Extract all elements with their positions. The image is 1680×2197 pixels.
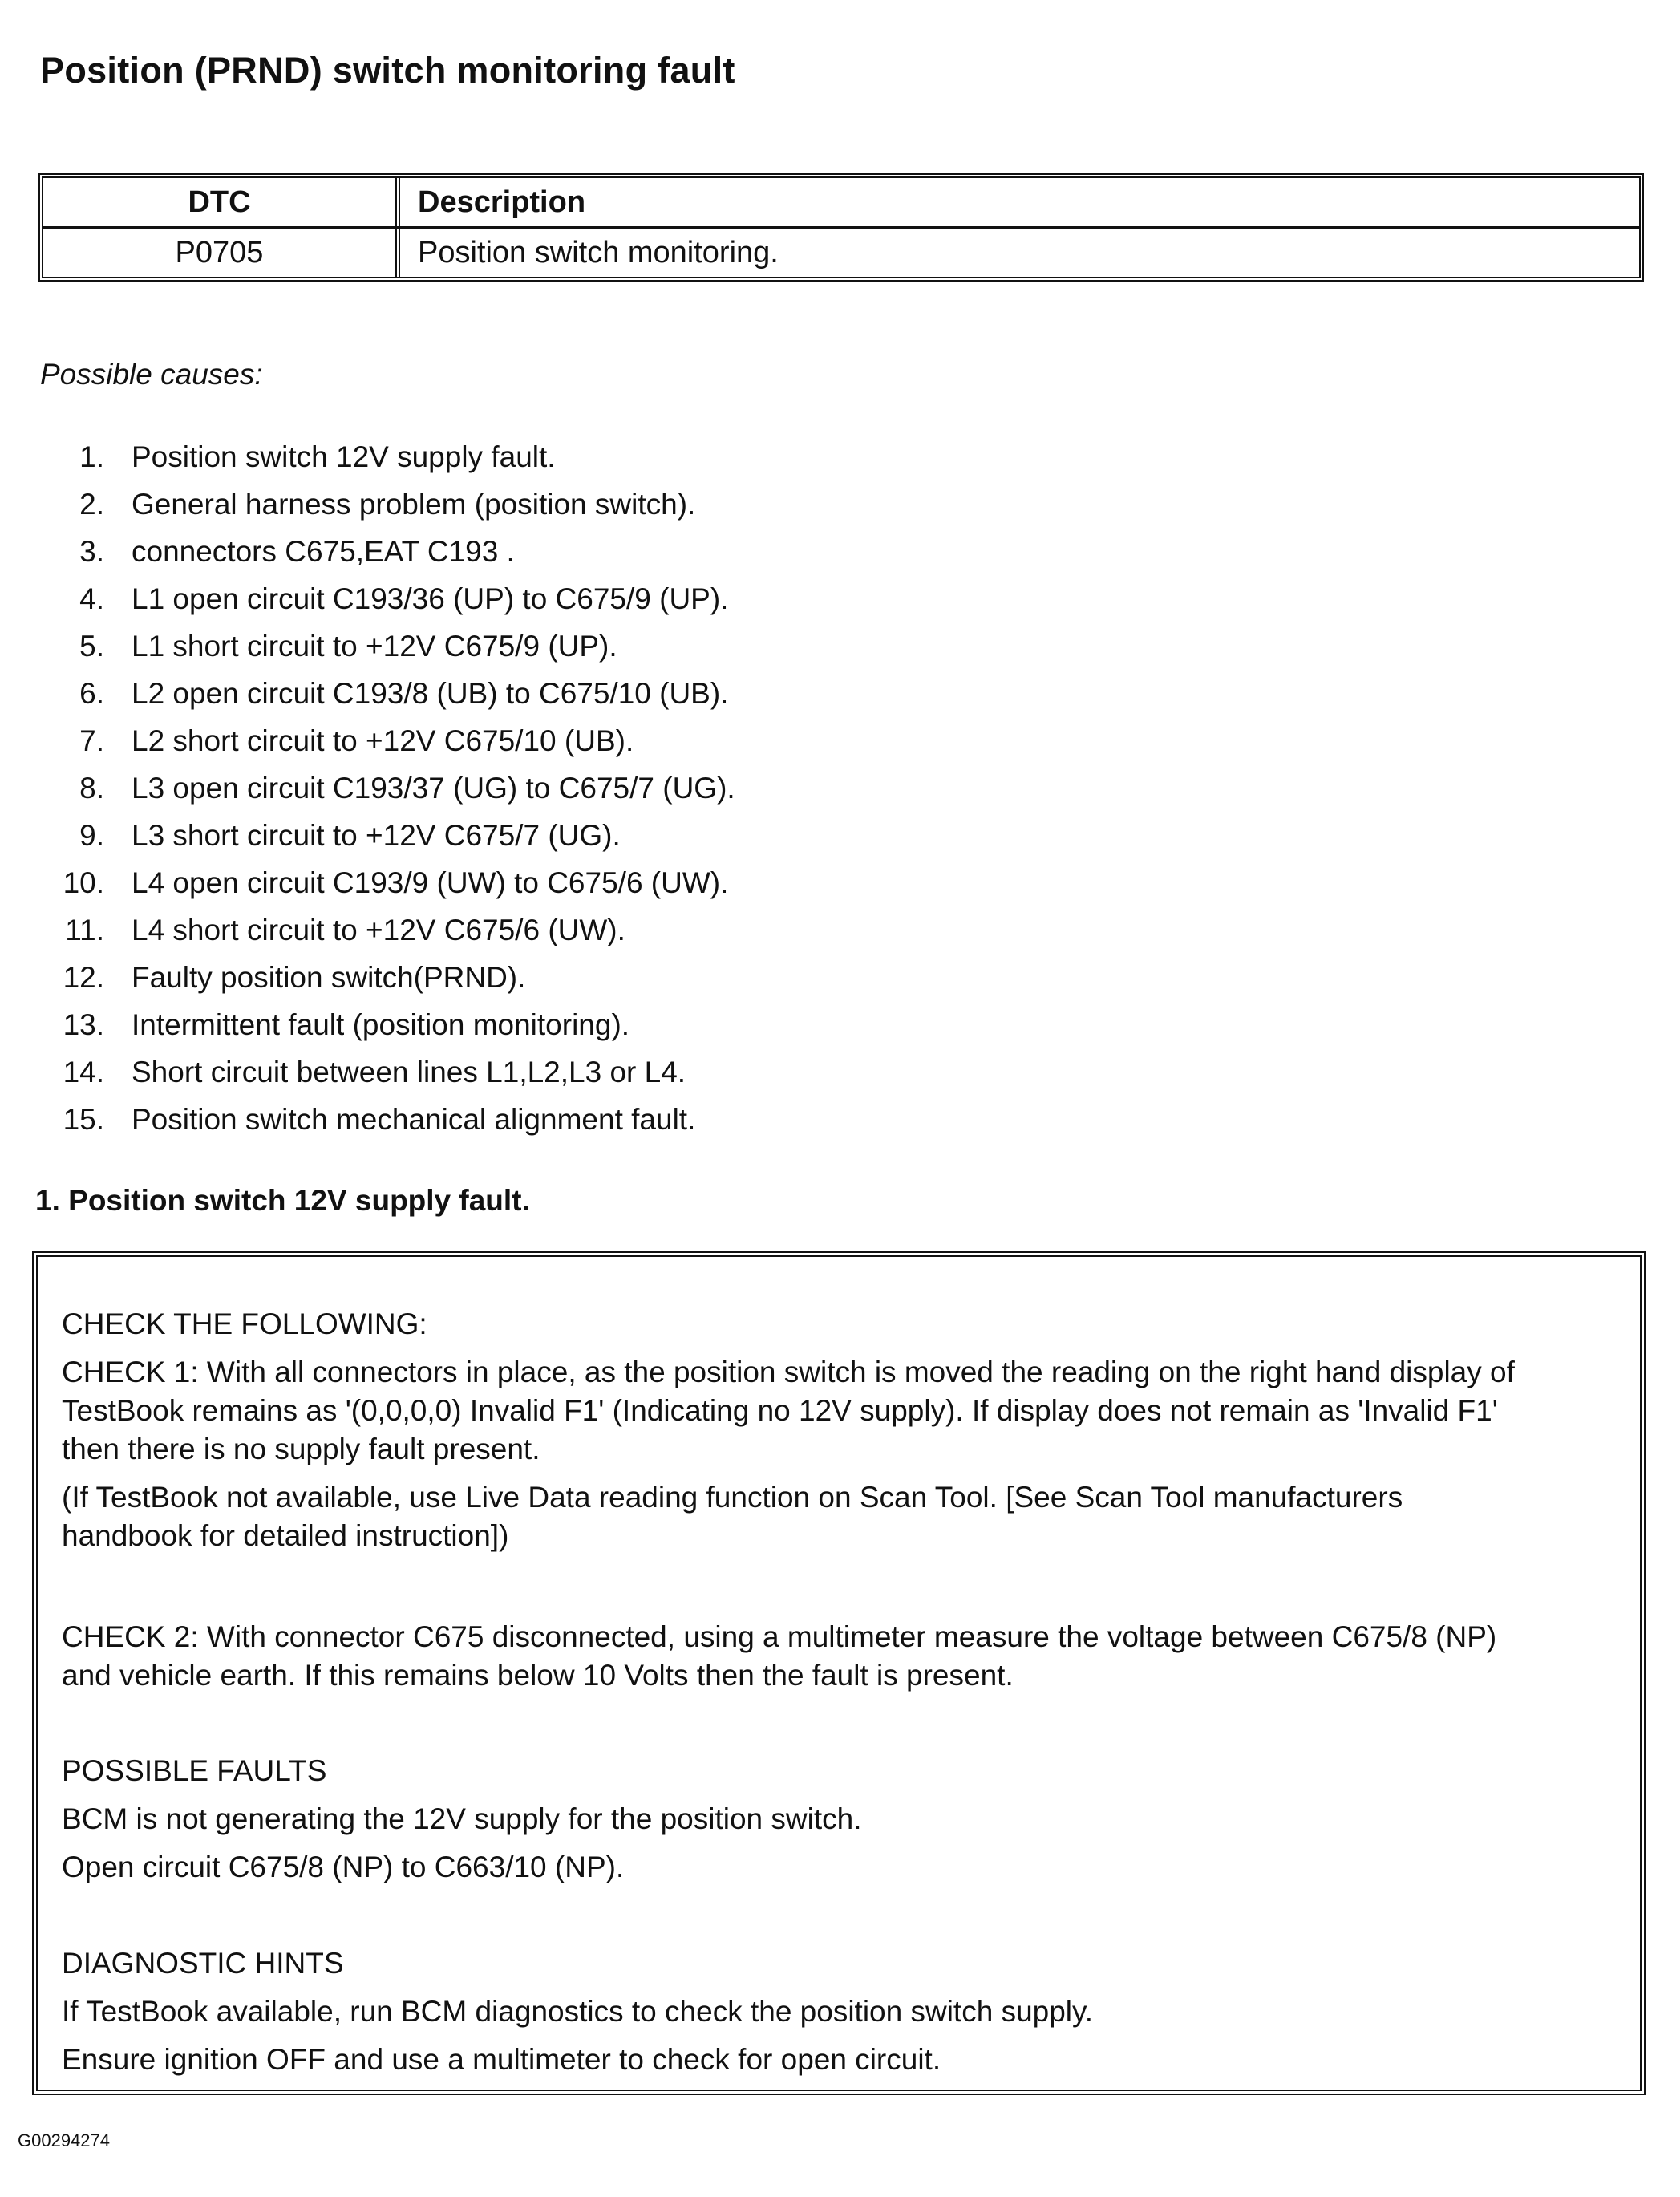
list-item [48, 1001, 735, 1048]
list-item [48, 906, 735, 954]
cause-number: 3. [79, 535, 104, 568]
cause-number: 11. [65, 914, 104, 946]
cause-text: L4 open circuit C193/9 (UW) to C675/6 (UW). [132, 866, 729, 899]
cause-text: L2 open circuit C193/8 (UB) to C675/10 (UB). [132, 677, 729, 710]
list-item [48, 575, 735, 622]
cause-text: L4 short circuit to +12V C675/6 (UW). [132, 914, 625, 946]
check-procedure-box [32, 1251, 1646, 2095]
cause-text: Faulty position switch(PRND). [132, 961, 526, 994]
cause-number: 10. [63, 866, 104, 899]
list-item [48, 433, 735, 480]
diagnostic-hint-item: Ensure ignition OFF and use a multimeter to check for open circuit. [62, 2043, 941, 2076]
cause-text: Position switch mechanical alignment fault. [132, 1103, 696, 1136]
cause-number: 13. [63, 1008, 104, 1041]
cause-text: L3 open circuit C193/37 (UG) to C675/7 (UG). [132, 772, 735, 805]
dtc-description-cell: Position switch monitoring. [418, 235, 779, 270]
check1-line: then there is no supply fault present. [62, 1433, 540, 1465]
list-item [48, 1048, 735, 1096]
list-item [48, 1096, 735, 1143]
diagnostic-hints-heading: DIAGNOSTIC HINTS [62, 1947, 344, 1980]
possible-fault-item: BCM is not generating the 12V supply for the position switch. [62, 1802, 862, 1835]
list-item [48, 622, 735, 670]
figure-id: G00294274 [18, 2130, 110, 2150]
list-item [48, 528, 735, 575]
cause-number: 6. [79, 677, 104, 710]
diagnostic-hint-item: If TestBook available, run BCM diagnostics to check the position switch supply. [62, 1995, 1094, 2028]
check1-line: TestBook remains as '(0,0,0,0) Invalid F1' (Indicating no 12V supply). If display does not remain as 'Invalid F1' [62, 1394, 1498, 1427]
cause-number: 7. [79, 724, 104, 757]
list-item [48, 480, 735, 528]
cause-text: Short circuit between lines L1,L2,L3 or L4. [132, 1056, 686, 1088]
page-title: Position (PRND) switch monitoring fault [40, 50, 735, 91]
list-item [48, 954, 735, 1001]
cause-number: 1. [79, 440, 104, 473]
cause-number: 8. [79, 772, 104, 805]
cause-text: Intermittent fault (position monitoring). [132, 1008, 630, 1041]
cause-number: 2. [79, 488, 104, 521]
list-item [48, 859, 735, 906]
list-item [48, 670, 735, 717]
possible-causes-heading: Possible causes: [40, 358, 263, 391]
cause-number: 5. [79, 630, 104, 663]
cause-text: L3 short circuit to +12V C675/7 (UG). [132, 819, 621, 852]
possible-faults-heading: POSSIBLE FAULTS [62, 1754, 327, 1787]
cause-text: connectors C675,EAT C193 . [132, 535, 515, 568]
cause-text: L2 short circuit to +12V C675/10 (UB). [132, 724, 634, 757]
check1-line: CHECK 1: With all connectors in place, as the position switch is moved the reading on the right hand display of [62, 1356, 1515, 1388]
section-heading: 1. Position switch 12V supply fault. [35, 1184, 530, 1217]
note-line: handbook for detailed instruction]) [62, 1519, 509, 1552]
cause-number: 12. [63, 961, 104, 994]
cause-text: L1 short circuit to +12V C675/9 (UP). [132, 630, 617, 663]
cause-number: 4. [79, 582, 104, 615]
possible-causes-list [48, 433, 735, 1143]
dtc-table [38, 173, 1644, 282]
cause-text: General harness problem (position switch). [132, 488, 696, 521]
note-line: (If TestBook not available, use Live Data reading function on Scan Tool. [See Scan Tool manufacturers [62, 1481, 1403, 1514]
dtc-header-row [43, 178, 1639, 226]
cause-text: L1 open circuit C193/36 (UP) to C675/9 (UP). [132, 582, 729, 615]
cause-number: 9. [79, 819, 104, 852]
check2-line: and vehicle earth. If this remains below 10 Volts then the fault is present. [62, 1659, 1014, 1692]
check-following-heading: CHECK THE FOLLOWING: [62, 1307, 427, 1340]
cause-number: 15. [63, 1103, 104, 1136]
check2-line: CHECK 2: With connector C675 disconnected, using a multimeter measure the voltage between C675/8 (NP) [62, 1620, 1497, 1653]
list-item [48, 812, 735, 859]
possible-fault-item: Open circuit C675/8 (NP) to C663/10 (NP). [62, 1850, 625, 1883]
list-item [48, 764, 735, 812]
dtc-code-cell: P0705 [43, 229, 400, 277]
dtc-header-code: DTC [43, 178, 400, 226]
cause-number: 14. [63, 1056, 104, 1088]
list-item [48, 717, 735, 764]
cause-text: Position switch 12V supply fault. [132, 440, 556, 473]
dtc-header-description: Description [418, 184, 586, 219]
table-row [43, 226, 1639, 277]
